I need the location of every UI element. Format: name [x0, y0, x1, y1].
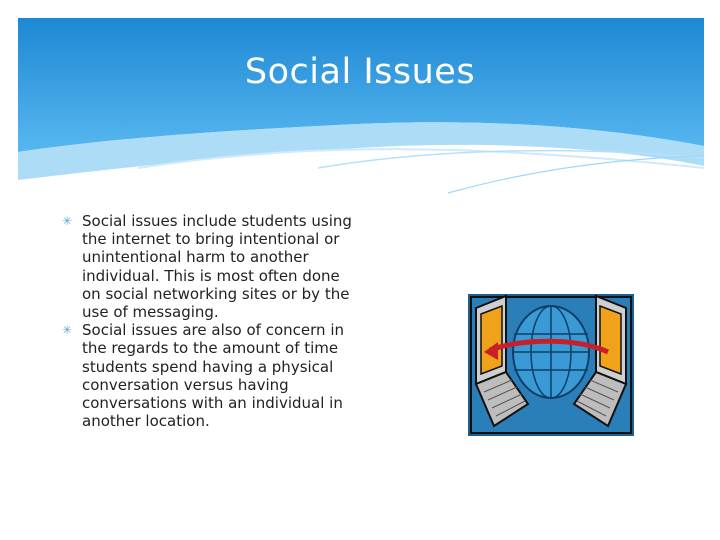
computers-globe-clipart: [468, 294, 634, 436]
asterisk-bullet-icon: ✳: [62, 323, 73, 338]
title-banner: [18, 18, 704, 198]
slide-title: Social Issues: [244, 52, 476, 92]
bullet-item: [62, 212, 362, 321]
bullet-text: Social issues include students using the internet to bring intentional or unintentional harm to another individual. This is most often done on social networking sites or by the use of messaging.: [82, 212, 352, 322]
globe-icon: [513, 306, 589, 398]
bullet-text: Social issues are also of concern in the regards to the amount of time students spend having a physical conversation versus having conversations with an individual in another location.: [82, 321, 344, 431]
bullet-item: [62, 321, 362, 430]
asterisk-bullet-icon: ✳: [62, 214, 73, 228]
banner-graphic: [18, 18, 704, 198]
bullet-list: [62, 212, 362, 430]
